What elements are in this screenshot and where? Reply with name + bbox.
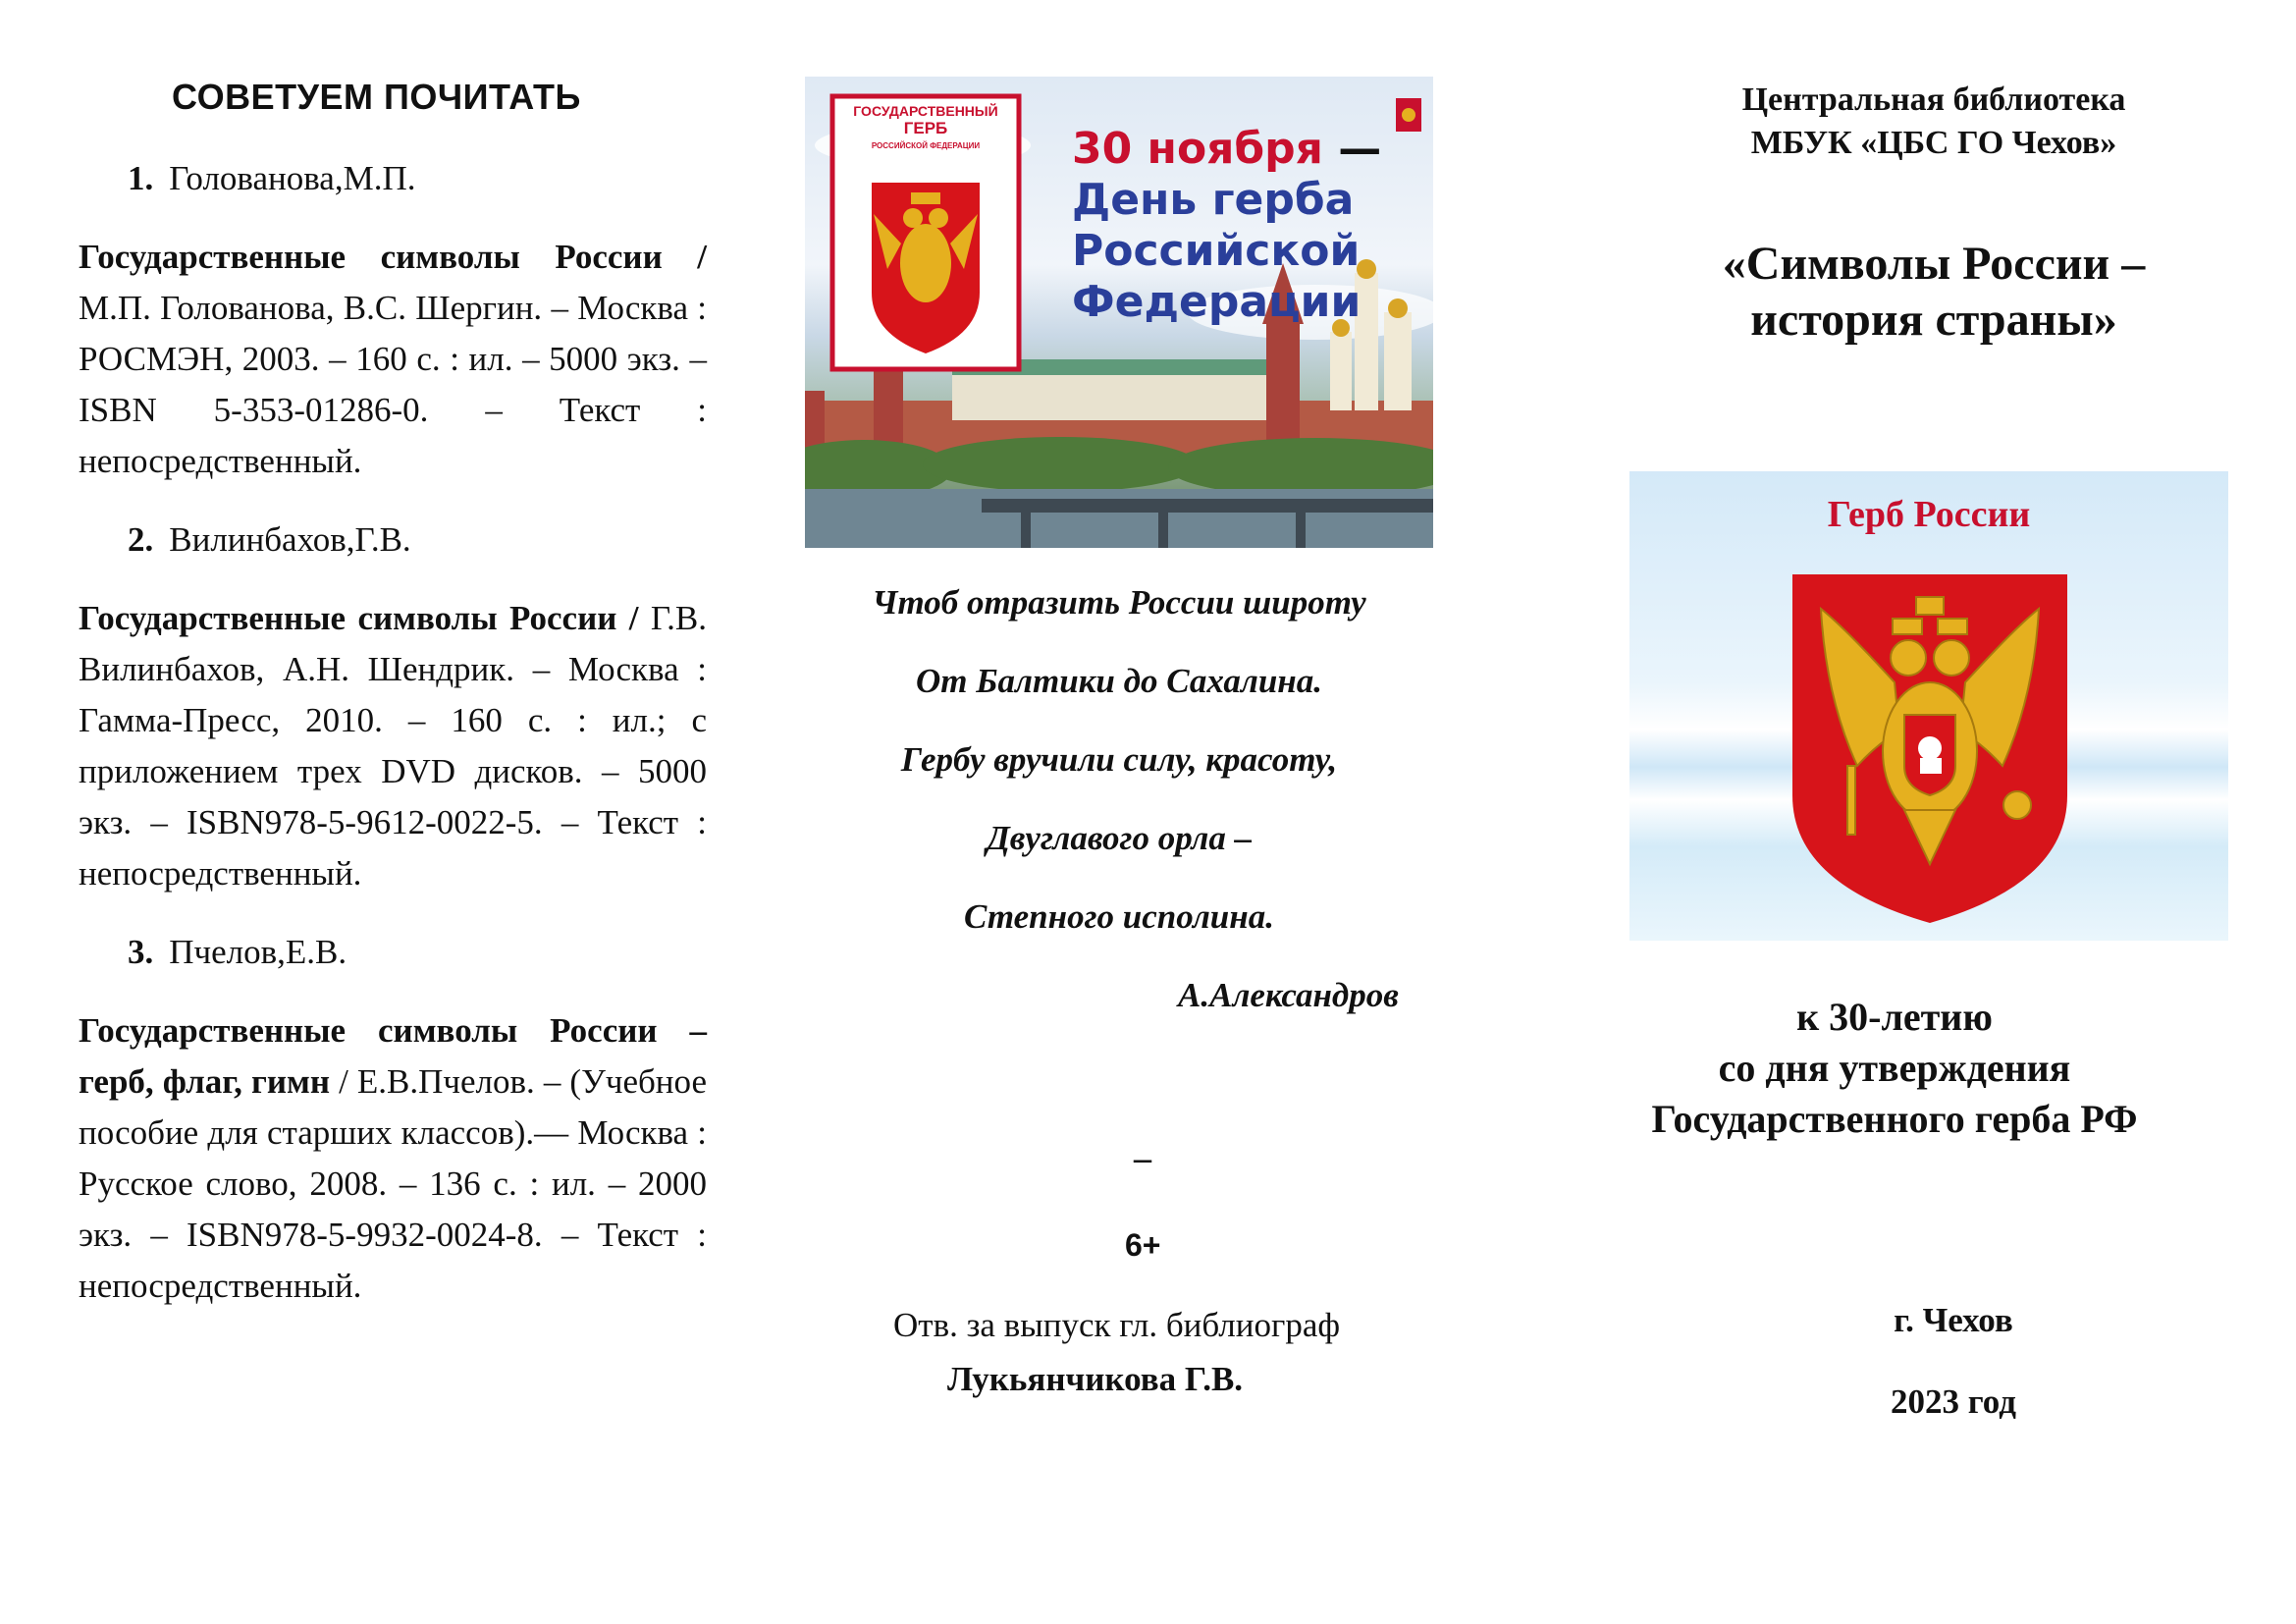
separator-dash: – <box>1134 1138 1151 1177</box>
poem-line-1: Чтоб отразить России широту <box>872 583 1366 622</box>
middle-column <box>785 0 1512 1624</box>
book-3-details: / Е.В.Пчелов. – (Учебное пособие для старших классов).— Москва : Русское слово, 2008. – 136 с. : ил. – 2000 экз. – ISBN978-5-9932-0024-8. – Текст : непосредственный. <box>79 1062 707 1305</box>
city: г. Чехов <box>1894 1301 2013 1339</box>
banner-line-3: Российской <box>1072 226 1361 276</box>
book-2-number: 2. <box>128 520 154 559</box>
banner-headline <box>1072 124 1381 328</box>
year: 2023 год <box>1891 1382 2016 1421</box>
banner-date: 30 ноября <box>1072 124 1323 174</box>
coat-of-arms-emblem <box>1629 471 2228 941</box>
cover-column <box>1600 0 2268 1624</box>
reading-list-column <box>79 0 707 1624</box>
book-1-description <box>79 232 707 487</box>
coat-of-arms-image <box>1629 471 2228 941</box>
responsible-person: Лукьянчикова Г.В. <box>947 1360 1244 1398</box>
book-1-number: 1. <box>128 159 154 197</box>
banner-line-4: Федерации <box>1072 277 1362 327</box>
book-1-author-line <box>128 159 416 198</box>
banner-line-2: День герба <box>1072 175 1355 225</box>
title-line-1: «Символы России – <box>1722 238 2146 290</box>
badge-line-2: ГЕРБ <box>903 119 948 137</box>
badge-line-1: ГОСУДАРСТВЕННЫЙ <box>853 103 998 119</box>
poem-line-5: Степного исполина. <box>964 897 1274 936</box>
book-2-author-line <box>128 520 411 560</box>
age-rating: 6+ <box>1125 1227 1161 1263</box>
book-2-details: Г.В. Вилинбахов, А.Н. Шендрик. – Москва : Гамма-Пресс, 2010. – 160 с. : ил.; с приложением трех DVD дисков. – 5000 экз. – ISBN978-5-9612-0022-5. – Текст : непосредственный. <box>79 599 707 893</box>
title-line-2: история страны» <box>1750 294 2117 346</box>
booklet-title <box>1600 236 2268 348</box>
book-3-title: Государственные символы России – герб, флаг, гимн <box>79 1011 707 1101</box>
poem-line-4: Двуглавого орла – <box>986 819 1253 857</box>
reading-list-heading: СОВЕТУЕМ ПОЧИТАТЬ <box>172 77 581 117</box>
subtitle-line-1: к 30-летию <box>1796 995 1993 1039</box>
poem-author: А.Александров <box>1178 976 1399 1014</box>
library-line-2: МБУК «ЦБС ГО Чехов» <box>1750 125 2117 161</box>
subtitle-line-3: Государственного герба РФ <box>1651 1097 2138 1141</box>
poem-line-2: От Балтики до Сахалина. <box>916 662 1322 700</box>
book-1-details: М.П. Голованова, В.С. Шергин. – Москва : РОСМЭН, 2003. – 160 с. : ил. – 5000 экз. – ISBN 5-353-01286-0. – Текст : непосредственный. <box>79 289 707 480</box>
library-line-1: Центральная библиотека <box>1741 81 2126 118</box>
subtitle-line-2: со дня утверждения <box>1718 1046 2071 1090</box>
poem-line-3: Гербу вручили силу, красоту, <box>900 740 1338 779</box>
book-2-title: Государственные символы России / <box>79 599 639 637</box>
library-name <box>1600 79 2268 165</box>
coat-of-arms-day-banner <box>805 77 1433 548</box>
anniversary-subtitle <box>1561 992 2228 1145</box>
book-2-author: Вилинбахов,Г.В. <box>169 520 411 559</box>
banner-dash: — <box>1322 124 1382 174</box>
responsible-label: Отв. за выпуск гл. библиограф <box>893 1306 1341 1344</box>
book-3-number: 3. <box>128 933 154 971</box>
book-1-author: Голованова,М.П. <box>169 159 416 197</box>
badge-line-3: РОССИЙСКОЙ ФЕДЕРАЦИИ <box>871 141 981 150</box>
book-1-title: Государственные символы России / <box>79 238 707 276</box>
book-3-description <box>79 1005 707 1312</box>
image-caption: Герб России <box>1827 494 2031 535</box>
banner-badge-text <box>832 102 1019 155</box>
book-3-author: Пчелов,Е.В. <box>169 933 347 971</box>
book-3-author-line <box>128 933 347 972</box>
book-2-description <box>79 593 707 899</box>
